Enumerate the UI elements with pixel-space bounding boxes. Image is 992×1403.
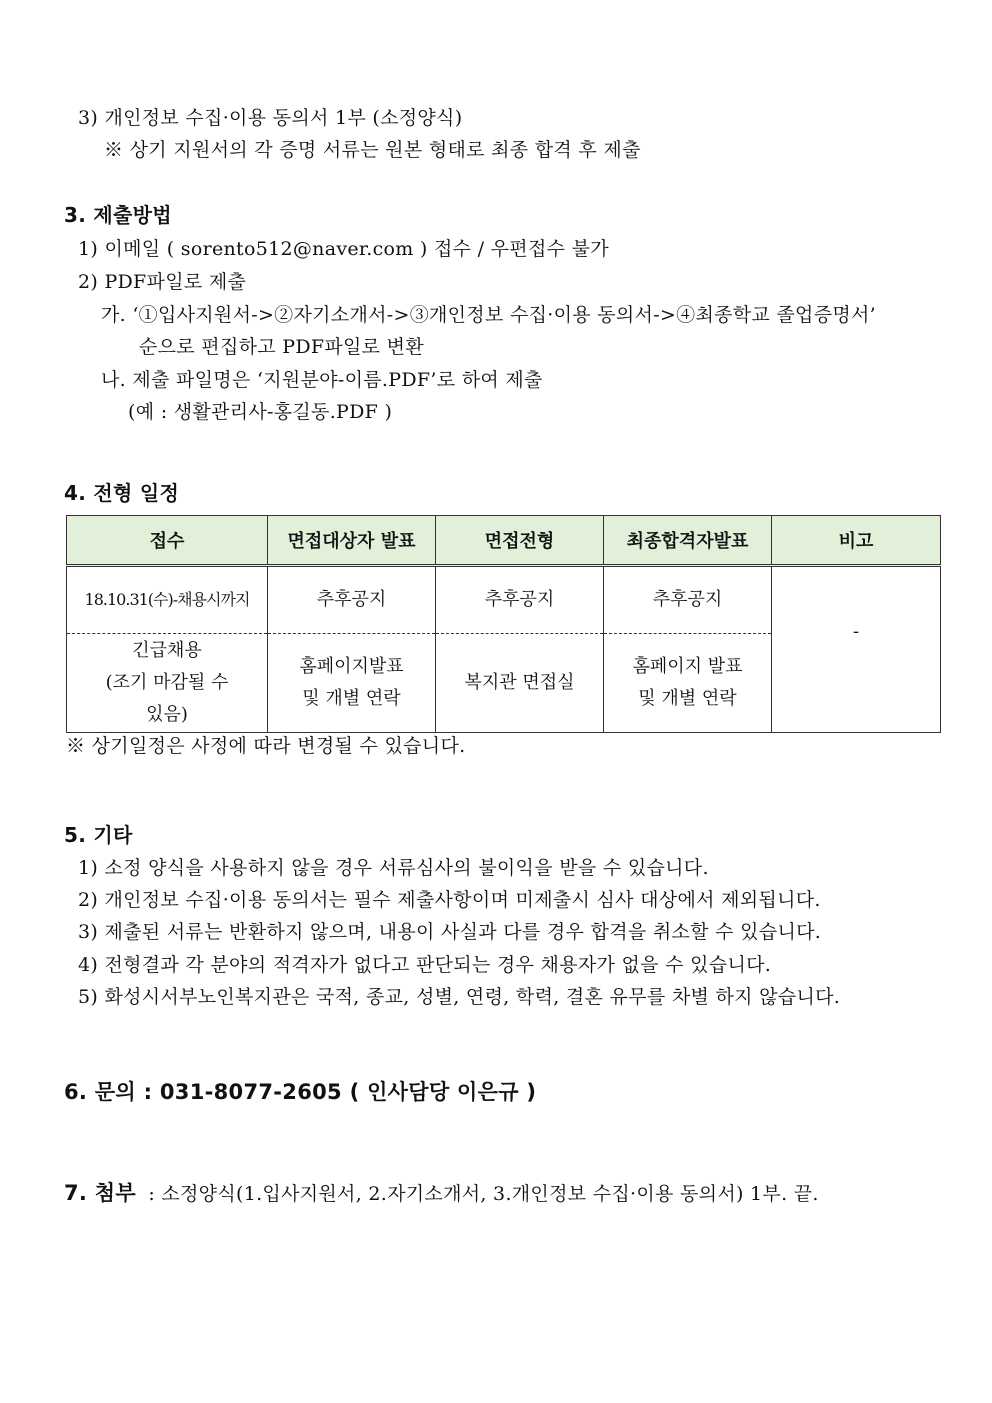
section-attachment: [64, 1177, 819, 1207]
table-row: [67, 566, 941, 634]
section-title-schedule: 4. 전형 일정: [64, 481, 180, 505]
attachment-label: 7. 첨부: [64, 1181, 136, 1205]
submission-sub-b-line2: (예 : 생활관리사-홍길동.PDF ): [128, 401, 393, 423]
submission-sub-b-line1: 나. 제출 파일명은 ‘지원분야-이름.PDF’로 하여 제출: [101, 369, 543, 391]
section-inquiry: 6. 문의 : 031-8077-2605 ( 인사담당 이은규 ): [64, 1080, 537, 1104]
header-cell: 접수: [67, 516, 268, 566]
doc-item-3: 3) 개인정보 수집·이용 동의서 1부 (소정양식): [78, 107, 463, 129]
submission-item-2: 2) PDF파일로 제출: [78, 271, 247, 293]
submission-sub-a-line2: 순으로 편집하고 PDF파일로 변환: [139, 336, 424, 358]
attachment-text: : 소정양식(1.입사지원서, 2.자기소개서, 3.개인정보 수집·이용 동의서) 1부. 끝.: [148, 1183, 819, 1205]
section-title-submission: 3. 제출방법: [64, 203, 172, 227]
header-cell: 최종합격자발표: [604, 516, 772, 566]
doc-note: ※ 상기 지원서의 각 증명 서류는 원본 형태로 최종 합격 후 제출: [104, 139, 641, 161]
other-item: 5) 화성시서부노인복지관은 국적, 종교, 성별, 연령, 학력, 결혼 유무를 차별 하지 않습니다.: [78, 986, 841, 1008]
table-cell: 홈페이지 발표 및 개별 연락: [604, 634, 772, 733]
table-cell: 18.10.31(수)-채용시까지: [67, 566, 268, 634]
other-item: 3) 제출된 서류는 반환하지 않으며, 내용이 사실과 다를 경우 합격을 취소할 수 있습니다.: [78, 921, 822, 943]
table-cell: 복지관 면접실: [436, 634, 604, 733]
section-title-other: 5. 기타: [64, 823, 133, 847]
remark-cell: [772, 566, 941, 733]
table-cell: 추후공지: [436, 566, 604, 634]
schedule-table: [66, 515, 941, 733]
table-cell: 홈페이지발표 및 개별 연락: [268, 634, 436, 733]
other-item: 4) 전형결과 각 분야의 적격자가 없다고 판단되는 경우 채용자가 없을 수 있습니다.: [78, 954, 772, 976]
header-cell: 면접전형: [436, 516, 604, 566]
remark-text: -: [852, 620, 860, 642]
header-cell: 면접대상자 발표: [268, 516, 436, 566]
other-item: 2) 개인정보 수집·이용 동의서는 필수 제출사항이며 미제출시 심사 대상에서 제외됩니다.: [78, 889, 821, 911]
other-item: 1) 소정 양식을 사용하지 않을 경우 서류심사의 불이익을 받을 수 있습니다.: [78, 857, 709, 879]
schedule-note: ※ 상기일정은 사정에 따라 변경될 수 있습니다.: [66, 735, 466, 757]
table-cell: 긴급채용 (조기 마감될 수 있음): [67, 634, 268, 733]
submission-sub-a-line1: 가. ‘①입사지원서->②자기소개서->③개인정보 수집·이용 동의서->④최종학교 졸업증명서’: [101, 304, 877, 326]
header-cell: 비고: [772, 516, 941, 566]
table-cell: 추후공지: [604, 566, 772, 634]
submission-item-1: 1) 이메일 ( sorento512@naver.com ) 접수 / 우편접수 불가: [78, 238, 609, 260]
table-header-row: [67, 516, 941, 566]
table-cell: 추후공지: [268, 566, 436, 634]
